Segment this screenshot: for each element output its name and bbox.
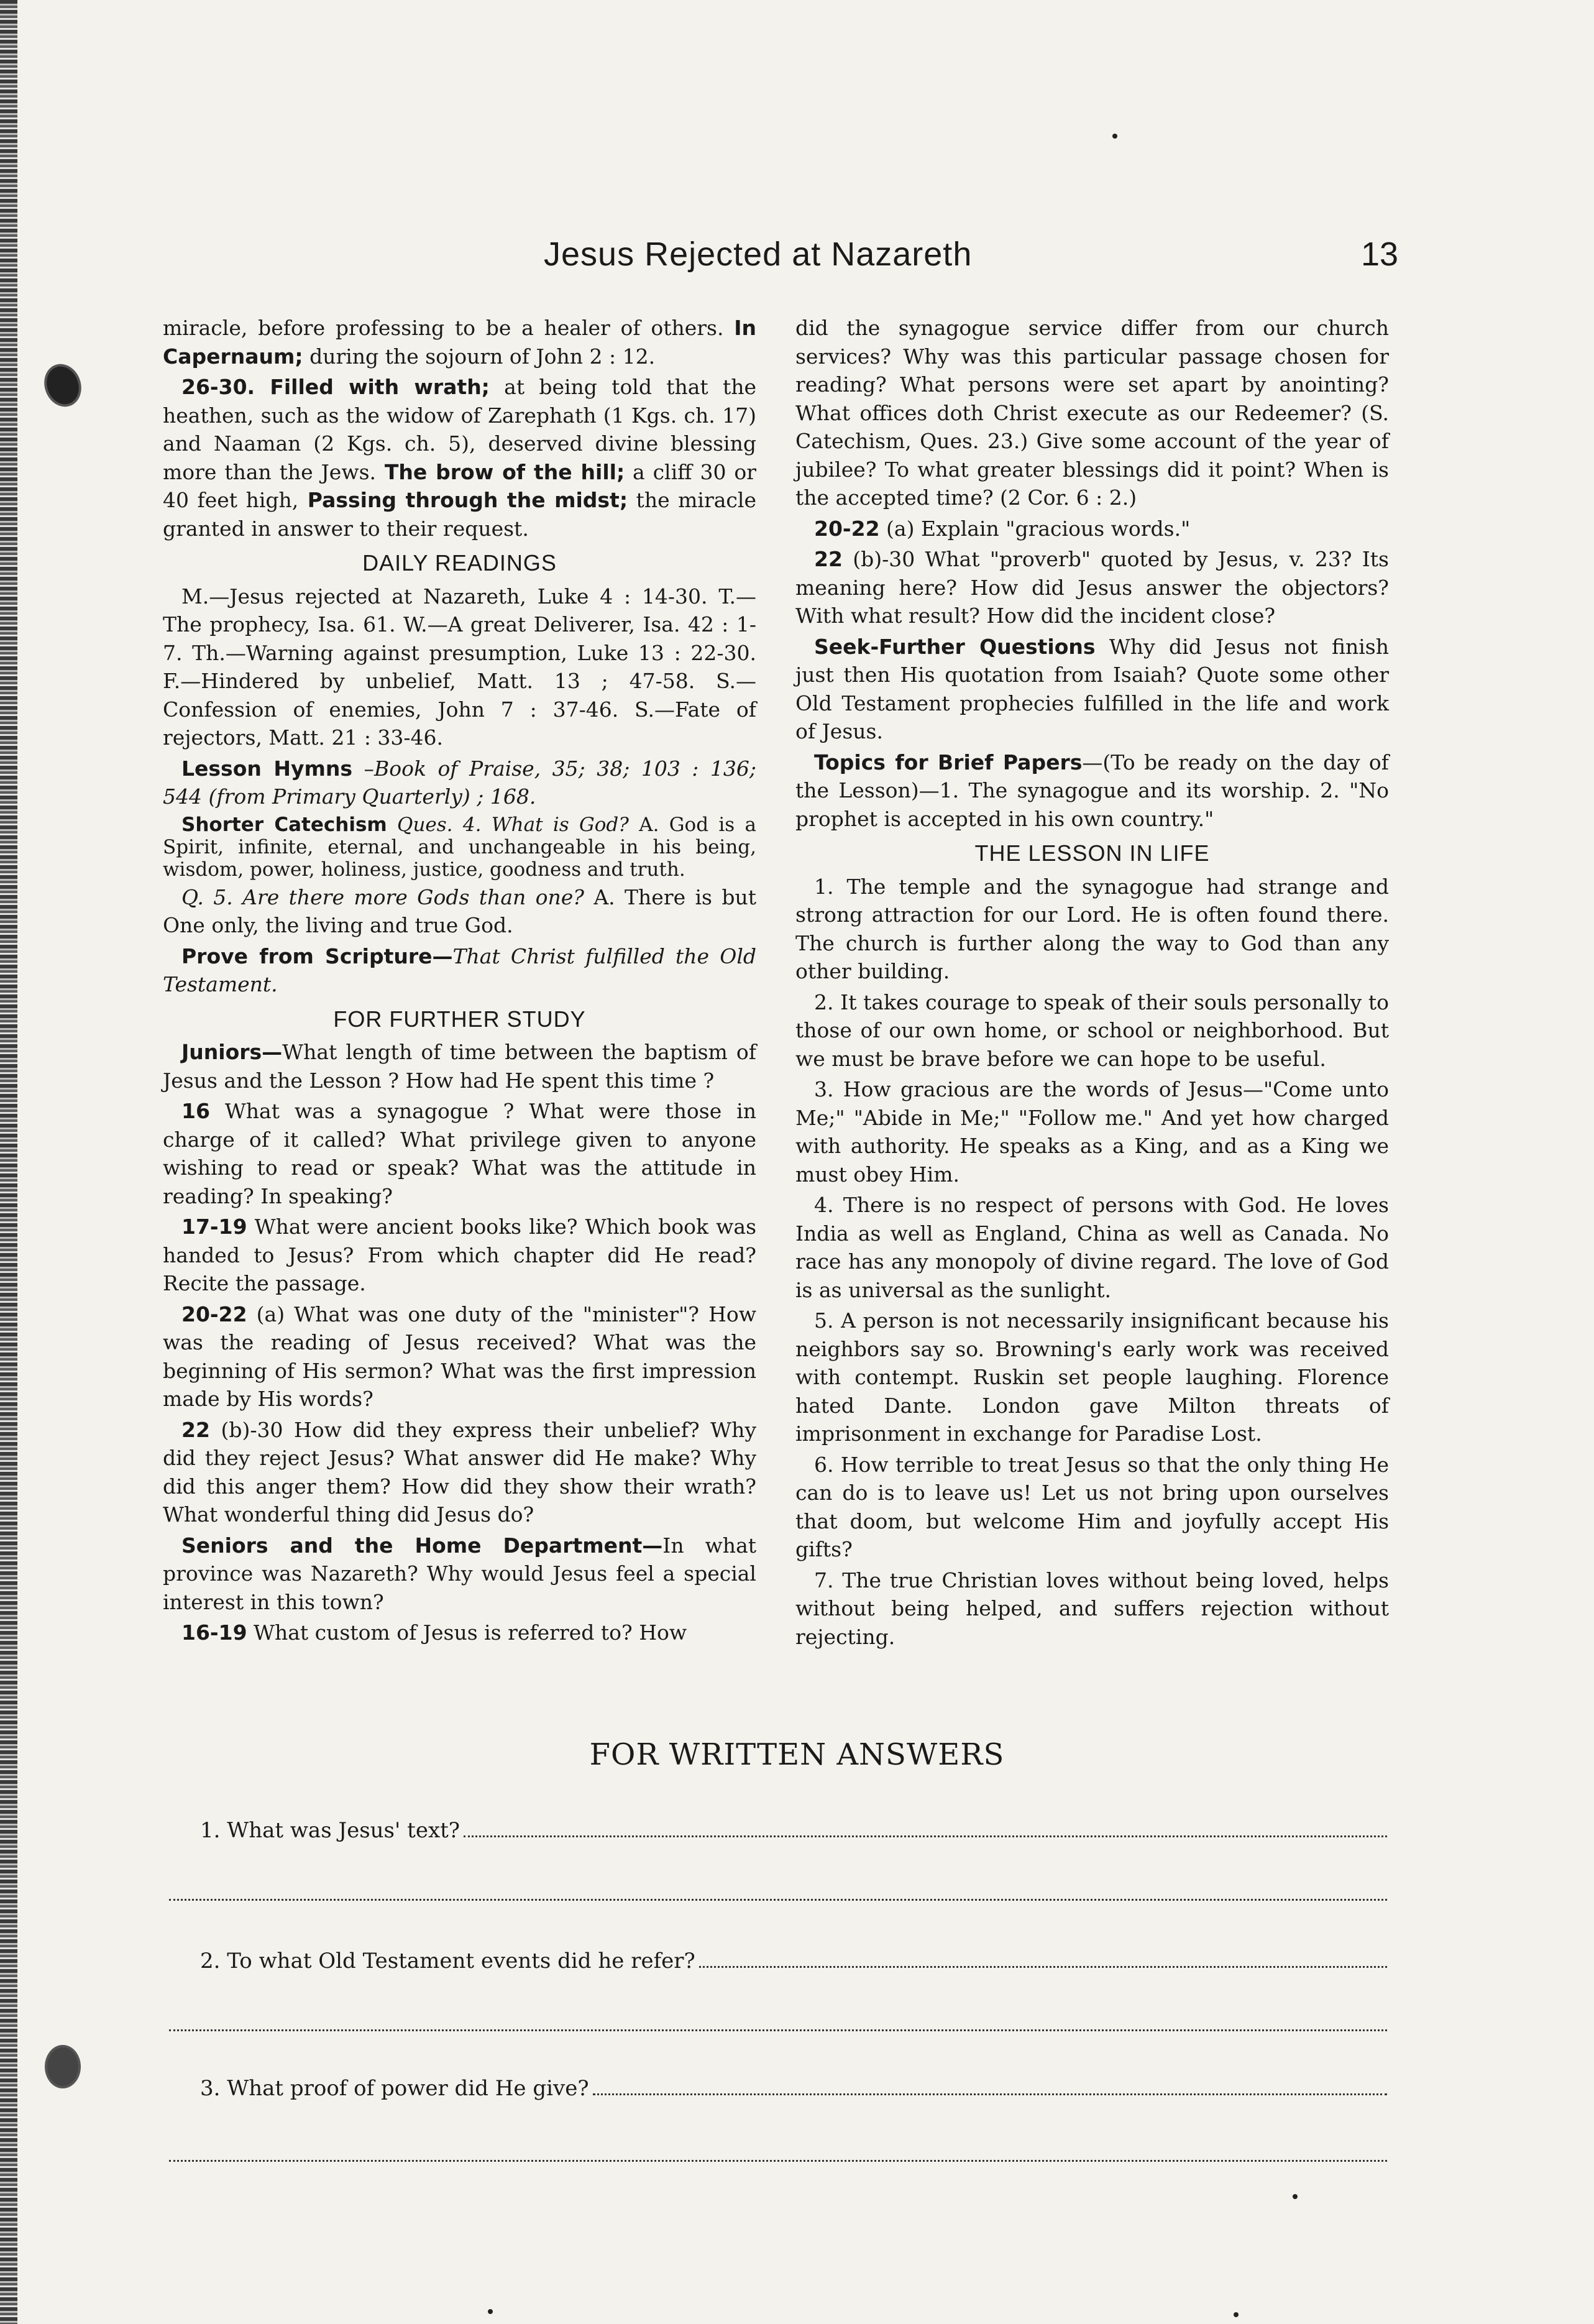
answer-question-3 <box>200 2076 1387 2101</box>
juniors-questions: Juniors—What length of time between the baptism of Jesus and the Lesson ? How had He spent this time ? <box>163 1040 756 1093</box>
right-22-30: 22 (b)-30 What "proverb" quoted by Jesus, v. 23? Its meaning here? How did Jesus answer the objectors? With what result? How did the incident close? <box>795 547 1389 628</box>
life-point: 6. How terrible to treat Jesus so that the only thing He can do is to leave us! Let us not bring upon ourselves that doom, but welcome Him and joyfully accept His gifts? <box>795 1452 1389 1561</box>
lesson-hymns: Lesson Hymns –Book of Praise, 35; 38; 103 : 136; 544 (from Primary Quarterly) ; 168. <box>163 756 757 809</box>
answer-line[interactable] <box>169 2029 1387 2031</box>
catechism-q5: Q. 5. Are there more Gods than one? A. There is but One only, the living and true God. <box>163 884 756 937</box>
lesson-in-life-heading: THE LESSON IN LIFE <box>974 840 1210 866</box>
study-17-19: 17-19 What were ancient books like? Which book was handed to Jesus? From which chapter did He read? Recite the passage. <box>163 1215 756 1295</box>
seniors-questions: Seniors and the Home Department—In what province was Nazareth? Why would Jesus feel a special interest in this town? <box>163 1533 756 1614</box>
seek-further-questions: Seek-Further Questions Why did Jesus not finish just then His quotation from Isaiah? Quote some other Old Testament prophecies fulfilled in the life and work of Jesus. <box>795 634 1389 743</box>
study-16-19: 16-19 What custom of Jesus is referred to? How <box>181 1620 687 1645</box>
speck <box>488 2309 493 2314</box>
life-point: 1. The temple and the synagogue had strange and strong attraction for our Lord. He is often found there. The church is further along the way to God than any other building. <box>795 874 1389 983</box>
shorter-catechism: Shorter Catechism Ques. 4. What is God? A. God is a Spirit, infinite, eternal, and unchangeable in his being, wisdom, power, holiness, justice, goodness and truth. <box>163 813 756 881</box>
life-point: 7. The true Christian loves without being loved, helps without being helped, and suffers rejection without rejecting. <box>795 1568 1389 1649</box>
answer-line[interactable] <box>464 1835 1387 1837</box>
page-title: Jesus Rejected at Nazareth <box>544 236 973 273</box>
life-point: 2. It takes courage to speak of their souls personally to those of our own home, or school or neighborhood. But we must be brave before we can hope to be useful. <box>795 990 1389 1071</box>
page-number: 13 <box>1361 236 1399 273</box>
answer-line[interactable] <box>169 2160 1387 2162</box>
page-header <box>0 235 1594 285</box>
speck <box>1112 134 1117 139</box>
question-label: 1. What was Jesus' text? <box>200 1818 460 1843</box>
punch-hole <box>45 2045 81 2088</box>
life-point: 5. A person is not necessarily insignificant because his neighbors say so. Browning's early work was received with contempt. Ruskin set people laughing. Florence hated Dante. London gave Milton threats of imprisonment in exchange for Paradise Lost. <box>795 1308 1389 1446</box>
life-point: 4. There is no respect of persons with God. He loves India as well as England, China as well as Canada. No race has any monopoly of divine regard. The love of God is as universal as the sunlight. <box>795 1193 1389 1302</box>
answer-line[interactable] <box>699 1965 1387 1968</box>
study-16: 16 What was a synagogue ? What were those in charge of it called? What privilege given to anyone wishing to read or speak? What was the attitude in reading? In speaking? <box>163 1099 756 1208</box>
life-point: 3. How gracious are the words of Jesus—"Come unto Me;" "Abide in Me;" "Follow me." And yet how charged with authority. He speaks as a King, and as a King we must obey Him. <box>795 1077 1389 1187</box>
question-label: 3. What proof of power did He give? <box>200 2076 589 2101</box>
answer-line[interactable] <box>169 1899 1387 1901</box>
paragraph: 26-30. Filled with wrath; at being told that the heathen, such as the widow of Zarephath (1 Kgs. ch. 17) and Naaman (2 Kgs. ch. 5), deserved divine blessing more than the Jews. The brow of the hill; a cliff 30 or 40 feet high, Passing through the midst; the miracle granted in answer to their request. <box>163 375 756 541</box>
answer-line[interactable] <box>593 2093 1387 2095</box>
paragraph: did the synagogue service differ from our church services? Why was this particular passage chosen for reading? What persons were set apart by anointing? What offices doth Christ execute as our Redeemer? (S. Catechism, Ques. 23.) Give some account of the year of jubilee? To what greater blessings did it point? When is the accepted time? (2 Cor. 6 : 2.) <box>795 316 1389 510</box>
study-22-30: 22 (b)-30 How did they express their unbelief? Why did they reject Jesus? What answer did He make? Why did this anger them? How did they show their wrath? What wonderful thing did Jesus do? <box>163 1417 756 1527</box>
daily-readings-heading: DAILY READINGS <box>362 550 557 576</box>
paragraph: miracle, before professing to be a healer of others. In Capernaum; during the sojourn of John 2 : 12. <box>163 316 756 369</box>
speck <box>1293 2194 1298 2199</box>
answer-question-2 <box>200 1949 1387 1973</box>
study-20-22: 20-22 (a) What was one duty of the "minister"? How was the reading of Jesus received? What was the beginning of His sermon? What was the first impression made by His words? <box>163 1302 756 1411</box>
question-label: 2. To what Old Testament events did he refer? <box>200 1949 695 1973</box>
punch-hole <box>39 359 87 412</box>
prove-from-scripture: Prove from Scripture—That Christ fulfilled the Old Testament. <box>163 944 756 996</box>
topics-brief-papers: Topics for Brief Papers—(To be ready on the day of the Lesson)—1. The synagogue and its worship. 2. "No prophet is accepted in his own country." <box>795 750 1389 831</box>
daily-readings: M.—Jesus rejected at Nazareth, Luke 4 : 14-30. T.—The prophecy, Isa. 61. W.—A great Deliverer, Isa. 42 : 1-7. Th.—Warning against presumption, Luke 13 : 22-30. F.—Hindered by unbelief, Matt. 13 ; 47-58. S.—Confession of enemies, John 7 : 37-46. S.—Fate of rejectors, Matt. 21 : 33-46. <box>163 584 756 750</box>
written-answers-heading: FOR WRITTEN ANSWERS <box>589 1737 1005 1772</box>
further-study-heading: FOR FURTHER STUDY <box>333 1006 586 1032</box>
right-column <box>795 314 1389 1653</box>
right-20-22: 20-22 (a) Explain "gracious words." <box>814 516 1191 541</box>
answer-question-1 <box>200 1818 1387 1843</box>
left-column <box>163 314 756 1650</box>
scan-edge <box>0 0 17 2324</box>
speck <box>1234 2312 1239 2317</box>
